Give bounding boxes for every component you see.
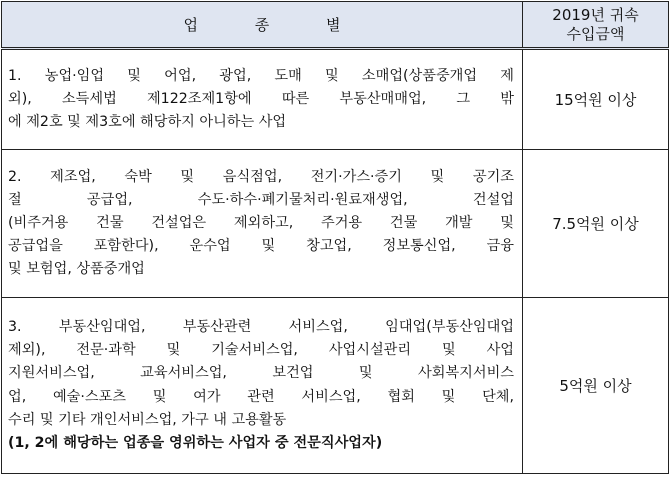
industry-line: 2. 제조업, 숙박 및 음식점업, 전기·가스·증기 및 공기조 — [8, 168, 514, 185]
header-threshold-line1: 2019년 귀속 — [552, 5, 639, 24]
industry-line: 외), 소득세법 제122조제1항에 따른 부동산매매업, 그 밖 — [8, 90, 514, 107]
industry-line: 에 제2호 및 제3호에 해당하지 아니하는 사업 — [8, 114, 287, 131]
industry-line: 지원서비스업, 교육서비스업, 보건업 및 사회복지서비스 — [8, 365, 514, 382]
header-threshold-line2: 수입금액 — [566, 24, 625, 43]
table-row — [2, 298, 669, 474]
table-row — [2, 49, 669, 150]
industry-cell — [2, 298, 523, 474]
industry-note: (1, 2에 해당하는 업종을 영위하는 사업자 중 전문직사업자) — [8, 435, 383, 452]
industry-line: 제외), 전문·과학 및 기술서비스업, 사업시설관리 및 사업 — [8, 342, 514, 359]
industry-cell — [2, 149, 523, 297]
industry-line: 3. 부동산임대업, 부동산관련 서비스업, 임대업(부동산임대업 — [8, 319, 514, 336]
table-wrapper — [1, 1, 668, 474]
industry-line: 및 보험업, 상품중개업 — [8, 261, 145, 278]
amount-cell: 7.5억원 이상 — [523, 149, 669, 297]
header-threshold — [523, 2, 669, 49]
industry-line: 공급업을 포함한다), 운수업 및 창고업, 정보통신업, 금융 — [8, 238, 514, 255]
header-category-label: 업 종 별 — [183, 16, 367, 34]
header-category — [2, 2, 523, 49]
industry-line: (비주거용 건물 건설업은 제외하고, 주거용 건물 개발 및 — [8, 215, 514, 232]
industry-line: 업, 예술·스포츠 및 여가 관련 서비스업, 협회 및 단체, — [8, 388, 514, 405]
industry-line: 수리 및 기타 개인서비스업, 가구 내 고용활동 — [8, 411, 287, 428]
revenue-threshold-table — [1, 1, 669, 474]
industry-cell — [2, 49, 523, 150]
amount-cell: 5억원 이상 — [523, 298, 669, 474]
amount-cell: 15억원 이상 — [523, 49, 669, 150]
industry-line: 1. 농업·임업 및 어업, 광업, 도매 및 소매업(상품중개업 제 — [8, 67, 514, 84]
industry-line: 절 공급업, 수도·하수·폐기물처리·원료재생업, 건설업 — [8, 191, 514, 208]
header-row — [2, 2, 669, 49]
table-row — [2, 149, 669, 297]
